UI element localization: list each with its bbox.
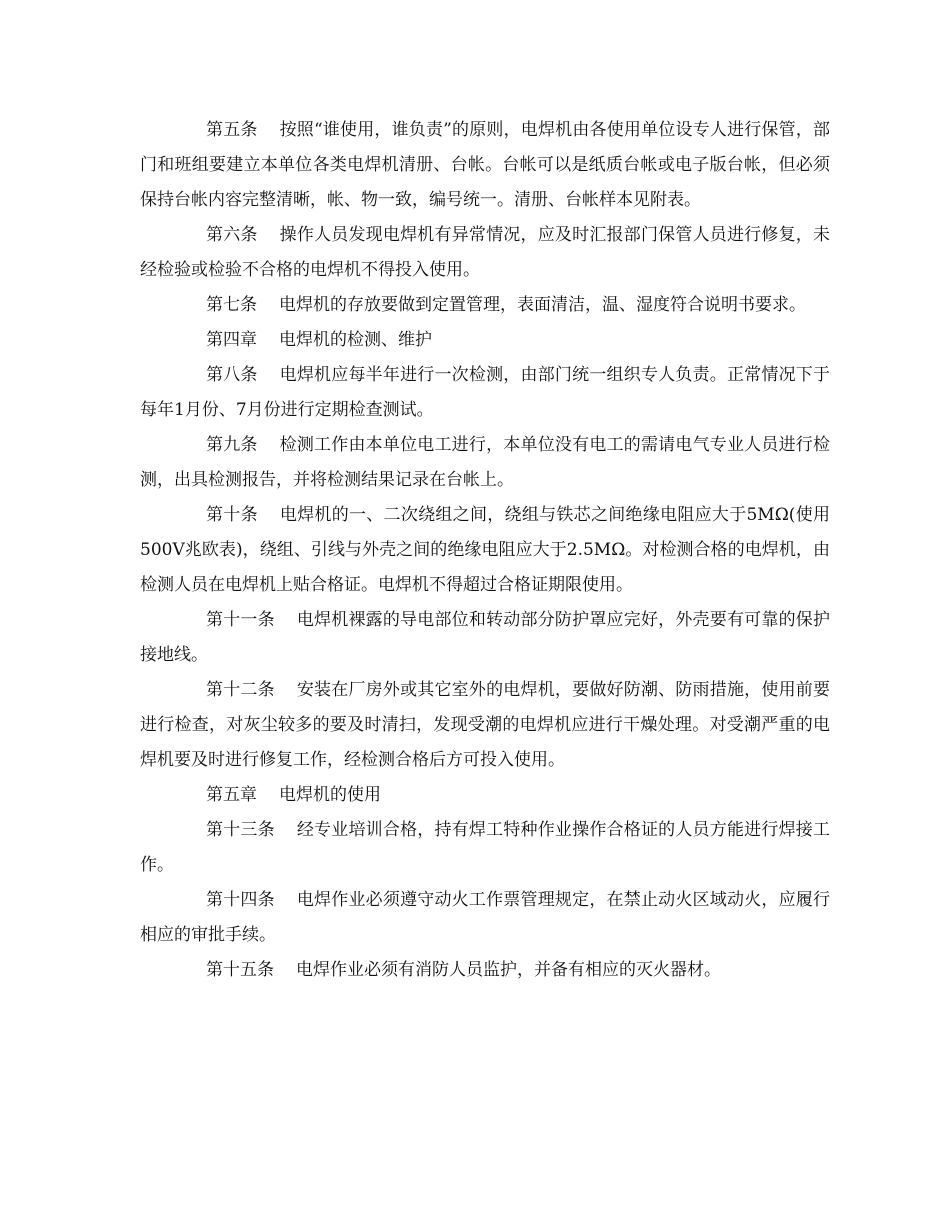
article-text: 按照“谁使用，谁负责”的原则，电焊机由各使用单位设专人进行保管，部门和班组要建立本单位各类电焊机清册、台帐。台帐可以是纸质台帐或电子版台帐，但必须保持台帐内容完整清晰，帐、物一致，编号统一。清册、台帐样本见附表。 xyxy=(140,120,831,210)
article-text: 电焊机裸露的导电部位和转动部分防护罩应完好，外壳要有可靠的保护接地线。 xyxy=(140,610,831,665)
article-label: 第十五条 xyxy=(206,960,274,980)
article-10 xyxy=(140,498,830,603)
article-label: 第十条 xyxy=(206,505,258,525)
article-12 xyxy=(140,673,830,778)
article-11 xyxy=(140,603,830,673)
chapter-title: 电焊机的检测、维护 xyxy=(279,330,432,350)
article-13 xyxy=(140,813,830,883)
article-text: 检测工作由本单位电工进行，本单位没有电工的需请电气专业人员进行检测，出具检测报告，并将检测结果记录在台帐上。 xyxy=(140,435,831,490)
article-text: 操作人员发现电焊机有异常情况，应及时汇报部门保管人员进行修复，未经检验或检验不合格的电焊机不得投入使用。 xyxy=(140,225,831,280)
chapter-title: 电焊机的使用 xyxy=(279,785,381,805)
chapter-5-heading xyxy=(140,778,830,813)
article-text: 电焊机应每半年进行一次检测，由部门统一组织专人负责。正常情况下于每年1月份、7月份进行定期检查测试。 xyxy=(140,365,831,420)
chapter-label: 第五章 xyxy=(206,785,257,805)
article-text: 电焊作业必须遵守动火工作票管理规定，在禁止动火区域动火，应履行相应的审批手续。 xyxy=(140,890,831,945)
article-label: 第九条 xyxy=(206,435,258,455)
article-label: 第八条 xyxy=(206,365,258,385)
article-text: 经专业培训合格，持有焊工特种作业操作合格证的人员方能进行焊接工作。 xyxy=(140,820,831,875)
article-label: 第六条 xyxy=(206,225,258,245)
chapter-label: 第四章 xyxy=(206,330,257,350)
article-text: 安装在厂房外或其它室外的电焊机，要做好防潮、防雨措施，使用前要进行检查，对灰尘较多的要及时清扫，发现受潮的电焊机应进行干燥处理。对受潮严重的电焊机要及时进行修复工作，经检测合格后方可投入使用。 xyxy=(140,680,831,770)
article-9 xyxy=(140,428,830,498)
article-14 xyxy=(140,883,830,953)
article-label: 第五条 xyxy=(206,120,258,140)
article-label: 第十四条 xyxy=(206,890,275,910)
article-7 xyxy=(140,288,830,323)
document-body xyxy=(140,113,830,988)
article-text: 电焊机的一、二次绕组之间，绕组与铁芯之间绝缘电阻应大于5MΩ(使用500V兆欧表)，绕组、引线与外壳之间的绝缘电阻应大于2.5MΩ。对检测合格的电焊机，由检测人员在电焊机上贴合格证。电焊机不得超过合格证期限使用。 xyxy=(140,505,831,595)
article-text: 电焊机的存放要做到定置管理，表面清洁，温、湿度符合说明书要求。 xyxy=(279,295,806,315)
chapter-4-heading xyxy=(140,323,830,358)
article-label: 第十三条 xyxy=(206,820,275,840)
article-label: 第十二条 xyxy=(206,680,275,700)
article-15 xyxy=(140,953,830,988)
article-label: 第七条 xyxy=(206,295,257,315)
article-text: 电焊作业必须有消防人员监护，并备有相应的灭火器材。 xyxy=(296,960,721,980)
article-8 xyxy=(140,358,830,428)
article-5 xyxy=(140,113,830,218)
article-label: 第十一条 xyxy=(206,610,275,630)
article-6 xyxy=(140,218,830,288)
